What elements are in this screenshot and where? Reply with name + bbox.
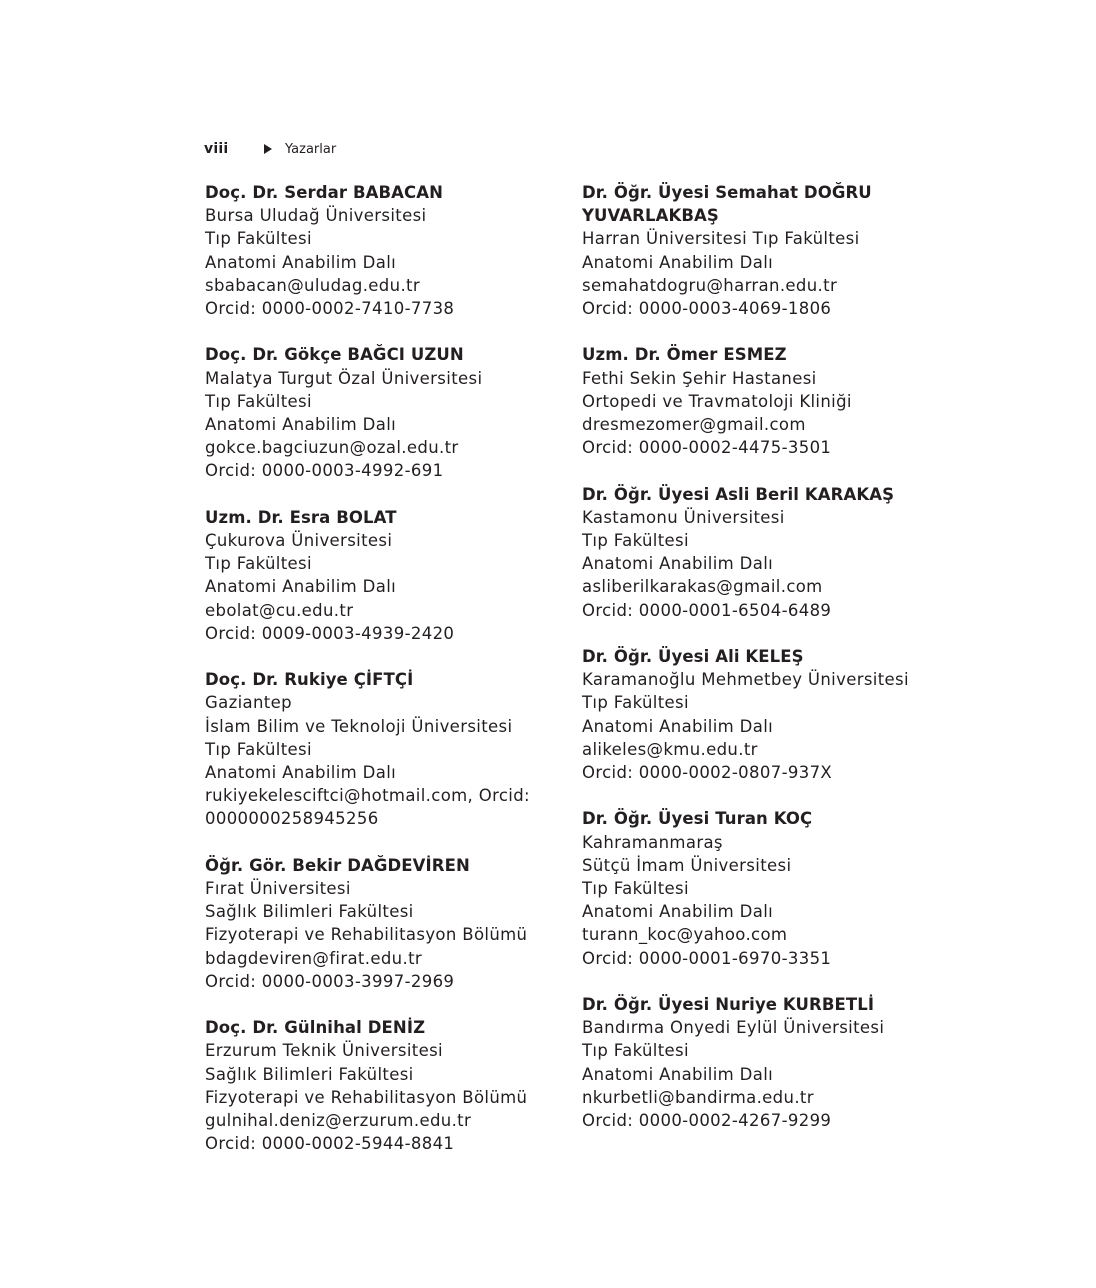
- author-name: Dr. Öğr. Üyesi Asli Beril KARAKAŞ: [582, 484, 895, 504]
- author-name: Dr. Öğr. Üyesi Nuriye KURBETLİ: [582, 995, 875, 1015]
- author-detail-line: Tıp Fakültesi: [582, 693, 689, 713]
- author-detail-line: alikeles@kmu.edu.tr: [582, 739, 758, 759]
- author-name: Öğr. Gör. Bekir DAĞDEVİREN: [205, 855, 470, 875]
- author-detail-line: Orcid: 0000-0002-4475-3501: [582, 438, 832, 458]
- author-detail-line: Malatya Turgut Özal Üniversitesi: [205, 368, 483, 388]
- author-detail-line: Tıp Fakültesi: [205, 229, 312, 249]
- author-detail-line: Anatomi Anabilim Dalı: [205, 252, 397, 272]
- author-detail-line: sbabacan@uludag.edu.tr: [205, 275, 420, 295]
- author-detail-line: Sütçü İmam Üniversitesi: [582, 855, 792, 875]
- author-detail-line: Çukurova Üniversitesi: [205, 531, 393, 551]
- section-title: Yazarlar: [285, 141, 337, 157]
- author-detail-line: Orcid: 0000-0003-4069-1806: [582, 299, 832, 319]
- author-detail-line: Orcid: 0000-0001-6970-3351: [582, 948, 832, 968]
- author-entry: [582, 993, 922, 1132]
- author-spacer: [205, 645, 585, 668]
- author-detail-line: Orcid: 0000-0002-4267-9299: [582, 1111, 832, 1131]
- author-spacer: [582, 320, 922, 343]
- author-name: Doç. Dr. Rukiye ÇİFTÇİ: [205, 670, 414, 690]
- author-detail-line: Anatomi Anabilim Dalı: [582, 716, 774, 736]
- author-detail-line: rukiyekelesciftci@hotmail.com, Orcid:: [205, 786, 530, 806]
- author-detail-line: Orcid: 0000-0003-3997-2969: [205, 971, 455, 991]
- author-detail-line: Anatomi Anabilim Dalı: [205, 577, 397, 597]
- author-detail-line: Orcid: 0000-0002-7410-7738: [205, 299, 455, 319]
- author-entry: [205, 854, 585, 993]
- author-detail-line: Anatomi Anabilim Dalı: [582, 252, 774, 272]
- author-entry: [582, 343, 922, 459]
- author-entry: [205, 668, 585, 830]
- author-detail-line: Orcid: 0000-0003-4992-691: [205, 461, 444, 481]
- author-entry: [205, 1016, 585, 1155]
- author-detail-line: semahatdogru@harran.edu.tr: [582, 275, 838, 295]
- author-spacer: [582, 622, 922, 645]
- author-detail-line: Anatomi Anabilim Dalı: [582, 1064, 774, 1084]
- author-detail-line: Gaziantep: [205, 693, 292, 713]
- triangle-right-icon: [264, 144, 272, 154]
- author-detail-line: Anatomi Anabilim Dalı: [205, 415, 397, 435]
- authors-left-column: [205, 181, 585, 1155]
- author-detail-line: Fizyoterapi ve Rehabilitasyon Bölümü: [205, 925, 528, 945]
- author-name: Doç. Dr. Gülnihal DENİZ: [205, 1018, 426, 1038]
- author-detail-line: 0000000258945256: [205, 809, 379, 829]
- author-detail-line: Tıp Fakültesi: [205, 391, 312, 411]
- author-entry: [205, 343, 585, 482]
- author-spacer: [205, 993, 585, 1016]
- author-detail-line: Tıp Fakültesi: [205, 739, 312, 759]
- author-entry: [582, 807, 922, 969]
- author-name: Uzm. Dr. Esra BOLAT: [205, 507, 397, 527]
- author-detail-line: turann_koc@yahoo.com: [582, 925, 788, 945]
- author-detail-line: Sağlık Bilimleri Fakültesi: [205, 902, 414, 922]
- author-entry: [582, 645, 922, 784]
- author-entry: [205, 506, 585, 645]
- author-detail-line: Tıp Fakültesi: [582, 879, 689, 899]
- author-detail-line: Karamanoğlu Mehmetbey Üniversitesi: [582, 670, 909, 690]
- author-detail-line: Orcid: 0000-0002-0807-937X: [582, 763, 833, 783]
- author-spacer: [205, 831, 585, 854]
- author-detail-line: Kastamonu Üniversitesi: [582, 507, 785, 527]
- author-detail-line: Tıp Fakültesi: [582, 1041, 689, 1061]
- author-detail-line: ebolat@cu.edu.tr: [205, 600, 354, 620]
- author-detail-line: gulnihal.deniz@erzurum.edu.tr: [205, 1111, 472, 1131]
- author-entry: [582, 483, 922, 622]
- author-detail-line: Tıp Fakültesi: [582, 531, 689, 551]
- author-detail-line: Harran Üniversitesi Tıp Fakültesi: [582, 229, 860, 249]
- page-header: [204, 140, 336, 158]
- page-number: viii: [204, 141, 229, 157]
- author-detail-line: Anatomi Anabilim Dalı: [582, 554, 774, 574]
- author-detail-line: gokce.bagciuzun@ozal.edu.tr: [205, 438, 459, 458]
- author-detail-line: Orcid: 0009-0003-4939-2420: [205, 623, 455, 643]
- author-spacer: [582, 970, 922, 993]
- author-detail-line: Bursa Uludağ Üniversitesi: [205, 206, 427, 226]
- author-spacer: [582, 459, 922, 482]
- author-detail-line: Fizyoterapi ve Rehabilitasyon Bölümü: [205, 1087, 528, 1107]
- author-name: Dr. Öğr. Üyesi Semahat DOĞRU: [582, 183, 872, 202]
- author-detail-line: Anatomi Anabilim Dalı: [205, 763, 397, 783]
- author-name: Uzm. Dr. Ömer ESMEZ: [582, 345, 787, 365]
- author-detail-line: Kahramanmaraş: [582, 832, 723, 852]
- author-detail-line: Fırat Üniversitesi: [205, 879, 351, 899]
- author-detail-line: asliberilkarakas@gmail.com: [582, 577, 823, 597]
- author-name: YUVARLAKBAŞ: [582, 206, 719, 226]
- author-detail-line: Fethi Sekin Şehir Hastanesi: [582, 368, 817, 388]
- author-detail-line: Sağlık Bilimleri Fakültesi: [205, 1064, 414, 1084]
- author-name: Dr. Öğr. Üyesi Ali KELEŞ: [582, 647, 804, 667]
- author-spacer: [205, 483, 585, 506]
- author-detail-line: nkurbetli@bandirma.edu.tr: [582, 1087, 814, 1107]
- author-detail-line: Orcid: 0000-0001-6504-6489: [582, 600, 832, 620]
- author-detail-line: İslam Bilim ve Teknoloji Üniversitesi: [205, 716, 513, 736]
- author-detail-line: Bandırma Onyedi Eylül Üniversitesi: [582, 1018, 885, 1038]
- author-spacer: [582, 784, 922, 807]
- author-detail-line: Tıp Fakültesi: [205, 554, 312, 574]
- author-name: Doç. Dr. Serdar BABACAN: [205, 183, 444, 202]
- author-name: Doç. Dr. Gökçe BAĞCI UZUN: [205, 345, 464, 365]
- author-entry: [205, 181, 585, 320]
- author-detail-line: Anatomi Anabilim Dalı: [582, 902, 774, 922]
- author-name: Dr. Öğr. Üyesi Turan KOÇ: [582, 809, 813, 829]
- section-marker: [264, 142, 336, 157]
- authors-right-column: [582, 181, 922, 1132]
- author-detail-line: Orcid: 0000-0002-5944-8841: [205, 1134, 455, 1154]
- author-detail-line: dresmezomer@gmail.com: [582, 415, 806, 435]
- author-detail-line: bdagdeviren@firat.edu.tr: [205, 948, 423, 968]
- author-entry: [582, 181, 922, 320]
- author-detail-line: Erzurum Teknik Üniversitesi: [205, 1041, 443, 1061]
- author-spacer: [205, 320, 585, 343]
- author-detail-line: Ortopedi ve Travmatoloji Kliniği: [582, 391, 852, 411]
